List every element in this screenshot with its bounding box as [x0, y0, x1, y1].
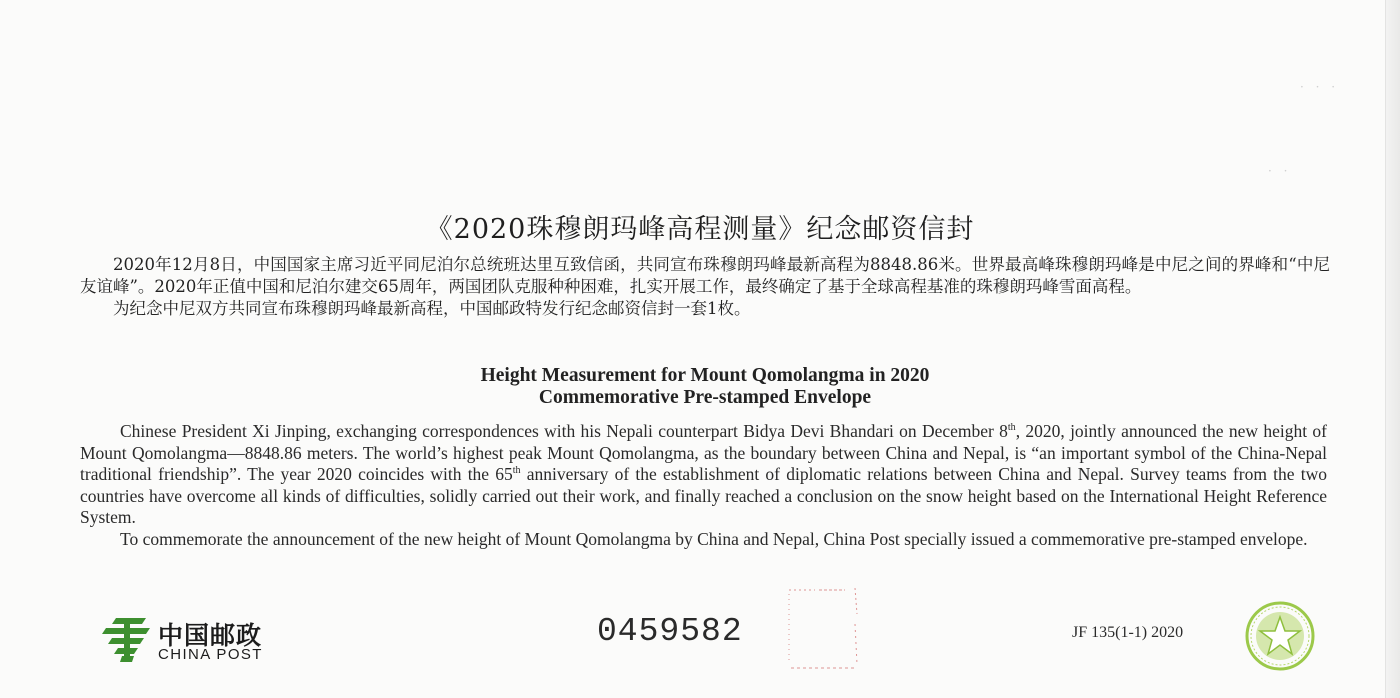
texture-dots: · ·: [1268, 164, 1292, 178]
ordinal-suffix: th: [1007, 422, 1016, 434]
english-title-line-1: Height Measurement for Mount Qomolangma in 2020: [480, 365, 930, 386]
chinese-description: [80, 254, 1330, 320]
chinese-title: 《2020珠穆朗玛峰高程测量》纪念邮资信封: [425, 214, 975, 245]
english-paragraph-1: [80, 421, 1327, 529]
china-post-logo-chinese: 中国邮政: [158, 621, 263, 650]
chinese-paragraph-1: 2020年12月8日，中国国家主席习近平同尼泊尔总统班达里互致信函，共同宣布珠穆朗玛峰最新高程为8848.86米。世界最高峰珠穆朗玛峰是中尼之间的界峰和“中尼友谊峰”。2020年正值中国和尼泊尔建交65周年，两国团队克服种种困难，扎实开展工作，最终确定了基于全球高程基准的珠穆朗玛峰雪面高程。: [80, 255, 1330, 296]
english-title-line-2: Commemorative Pre-stamped Envelope: [538, 387, 872, 408]
china-post-logo-english: CHINA POST: [158, 646, 263, 663]
green-star-seal-icon: [1244, 600, 1316, 672]
texture-dots: · · ·: [1300, 80, 1340, 94]
issue-code: JF 135(1-1) 2020: [1072, 624, 1184, 641]
english-description: [80, 421, 1327, 551]
english-title: [0, 365, 1400, 409]
english-paragraph-2: To commemorate the announcement of the new height of Mount Qomolangma by China and Nepal, China Post specially issued a commemorative pre-stamped envelope.: [120, 528, 1308, 549]
chinese-paragraph-2: 为纪念中尼双方共同宣布珠穆朗玛峰最新高程，中国邮政特发行纪念邮资信封一套1枚。: [113, 299, 751, 318]
china-post-logo-icon: [102, 614, 154, 666]
english-paragraph-1-part-a: Chinese President Xi Jinping, exchanging correspondences with his Nepali counterpart Bidya Devi Bhandari on December 8: [120, 421, 1008, 441]
red-print-marks: [785, 584, 865, 674]
ordinal-suffix: th: [512, 465, 521, 477]
english-paragraph-1-part-c: anniversary of the establishment of diplomatic relations between China and Nepal. Survey teams from the two countries have overcome all kinds of difficulties, solidly carried out their work, and finally reached a conclusion on the snow height based on the International Height Reference System.: [80, 464, 1327, 528]
envelope-right-edge: [1385, 0, 1400, 698]
english-paragraph-1-part-b: , 2020, jointly announced the new height of Mount Qomolangma—8848.86 meters. The world’s highest peak Mount Qomolangma, as the boundary between China and Nepal, is “an important symbol of the China-Nepal traditional friendship”. The year 2020 coincides with the 65: [80, 421, 1327, 485]
serial-number: 0459582: [597, 613, 743, 650]
